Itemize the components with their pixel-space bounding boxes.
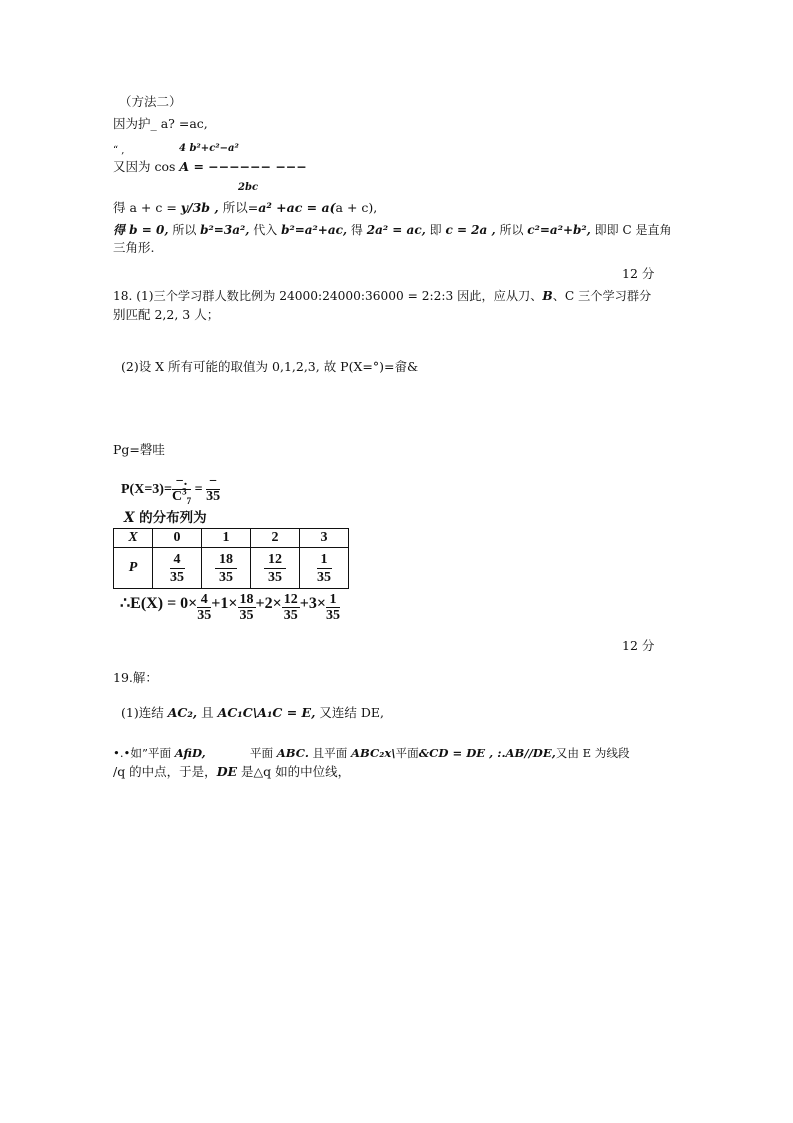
q18-line1: 18. (1)三个学习群人数比例为 24000:24000:36000 = 2:2:3 因此，应从刀、B、C 三个学习群分 bbox=[113, 289, 652, 303]
table-cell: 0 bbox=[153, 529, 202, 548]
method2-line3: 又因为 cos A = −−−−−− −−− bbox=[113, 159, 307, 174]
method2-score: 12 分 bbox=[622, 266, 655, 281]
p3-fraction-1: $\frac{-.}{C^3_7}$ bbox=[171, 474, 192, 507]
q19-heading: 19.解： bbox=[113, 670, 158, 685]
table-cell: 2 bbox=[251, 529, 300, 548]
method2-line1: 因为护_ a? =ac, bbox=[113, 116, 208, 131]
q19-line2: •.•如”平面 AfiD, 平面 ABC. 且平面 ABC₂x\平面&CD = DE , :.AB//DE,又由 E 为线段 bbox=[113, 746, 630, 760]
table-header-p: P bbox=[114, 548, 153, 589]
method2-line5: 得 a + c = y/3b , 所以=a² +ac = a(a + c), bbox=[113, 200, 378, 215]
method2-line7: 三角形. bbox=[113, 240, 155, 255]
dist-title: X 的分布列为 bbox=[124, 510, 207, 526]
q19-line3: /q 的中点，于是，DE 是△q 如的中位线， bbox=[113, 764, 351, 779]
table-cell: $\frac{1}{35}$ bbox=[300, 548, 349, 589]
table-cell: $\frac{18}{35}$ bbox=[202, 548, 251, 589]
table-header-x: X bbox=[114, 529, 153, 548]
table-cell: $\frac{4}{35}$ bbox=[153, 548, 202, 589]
p3-fraction-2: $\frac{-}{35}$ bbox=[206, 474, 221, 505]
method2-heading: （方法二） bbox=[119, 94, 182, 109]
q18-score: 12 分 bbox=[622, 638, 655, 653]
distribution-table bbox=[113, 528, 349, 589]
table-cell: $\frac{12}{35}$ bbox=[251, 548, 300, 589]
q19-line1: (1)连结 AC₂, 且 AC₁C\A₁C = E, 又连结 DE, bbox=[121, 705, 385, 720]
table-cell: 3 bbox=[300, 529, 349, 548]
q18-p3-formula: P(X=3)= $\frac{-.}{C^3_7}$ = $\frac{-}{35}$ bbox=[121, 474, 221, 507]
table-cell: 1 bbox=[202, 529, 251, 548]
table-row bbox=[114, 548, 349, 589]
table-row bbox=[114, 529, 349, 548]
q18-line2: 别匹配 2,2, 3 人； bbox=[113, 307, 220, 322]
method2-line6: 得 b = 0, 所以 b²=3a², 代入 b²=a²+ac, 得 2a² = ac, 即 c = 2a , 所以 c²=a²+b², 即即 C 是直角 bbox=[113, 223, 672, 237]
q18-line4: Pg=磬哇 bbox=[113, 442, 165, 457]
method2-line4: 2bc bbox=[238, 182, 259, 193]
q18-line3: (2)设 X 所有可能的取值为 0,1,2,3, 故 P(X=°)=畲& bbox=[121, 359, 419, 374]
expectation-formula: ∴E(X) = 0× $\frac{4}{35}$ +1× $\frac{18}{35}$ +2× $\frac{12}{35}$ +3× $\frac{1}{35}$ bbox=[120, 592, 340, 620]
method2-line2: “ , 4 b²+c²−a² bbox=[113, 143, 239, 156]
